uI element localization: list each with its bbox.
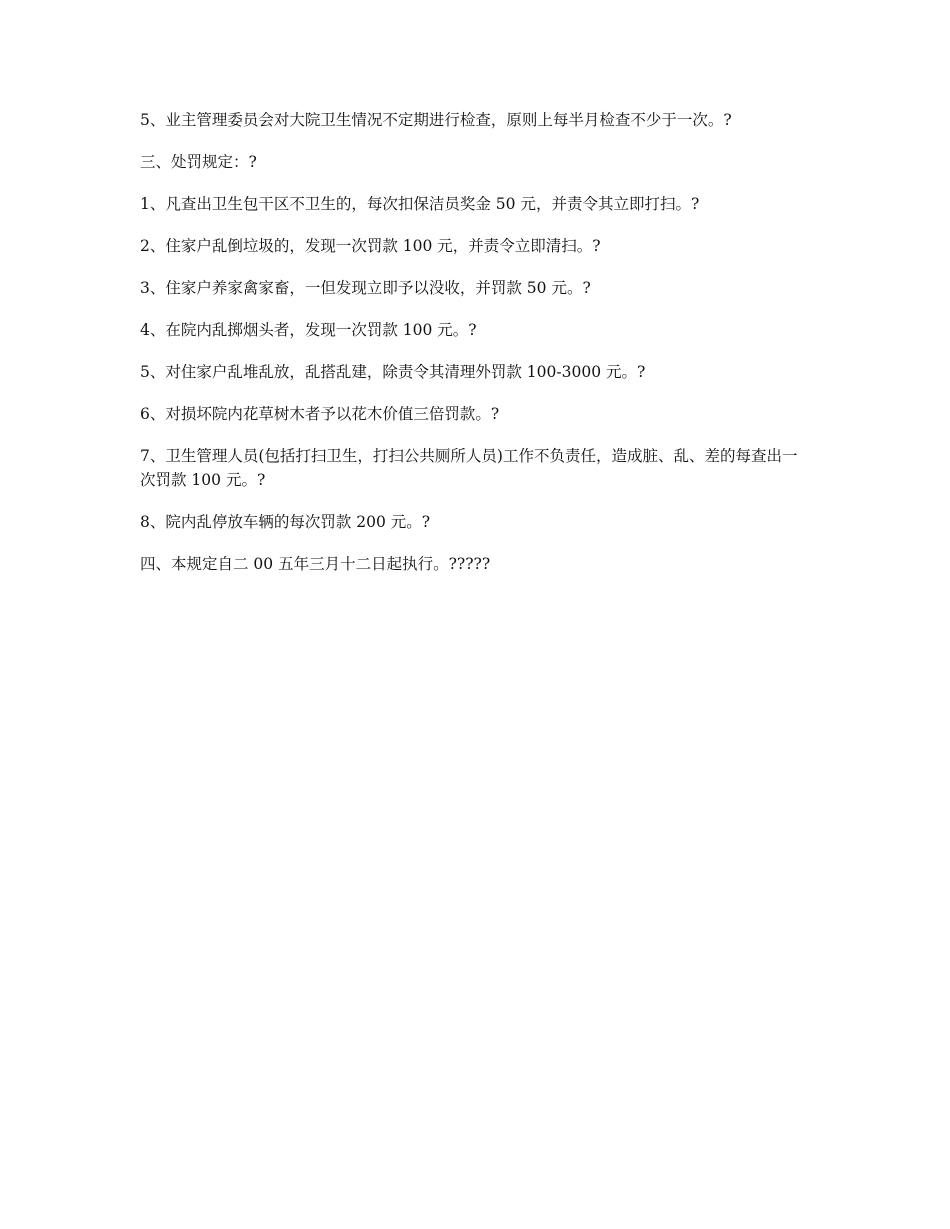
section-heading-effective-date: 四、本规定自二 00 五年三月十二日起执行。?????	[140, 555, 491, 573]
paragraph-inspection-rule: 5、业主管理委员会对大院卫生情况不定期进行检查，原则上每半月检查不少于一次。?	[140, 111, 732, 129]
paragraph-penalty-5: 5、对住家户乱堆乱放，乱搭乱建，除责令其清理外罚款 100-3000 元。?	[140, 363, 646, 381]
paragraph-penalty-4: 4、在院内乱掷烟头者，发现一次罚款 100 元。?	[140, 321, 477, 339]
paragraph-penalty-7: 7、卫生管理人员(包括打扫卫生，打扫公共厕所人员)工作不负责任，造成脏、乱、差的每查出一次罚款 100 元。?	[140, 447, 798, 489]
paragraph-penalty-2: 2、住家户乱倒垃圾的，发现一次罚款 100 元，并责令立即清扫。?	[140, 237, 601, 255]
paragraph-penalty-6: 6、对损坏院内花草树木者予以花木价值三倍罚款。?	[140, 405, 500, 423]
paragraph-penalty-3: 3、住家户养家禽家畜，一但发现立即予以没收，并罚款 50 元。?	[140, 279, 591, 297]
paragraph-penalty-1: 1、凡查出卫生包干区不卫生的，每次扣保洁员奖金 50 元，并责令其立即打扫。?	[140, 195, 700, 213]
paragraph-penalty-8: 8、院内乱停放车辆的每次罚款 200 元。?	[140, 513, 431, 531]
section-heading-penalties: 三、处罚规定：?	[140, 153, 257, 171]
document-body	[140, 108, 812, 594]
